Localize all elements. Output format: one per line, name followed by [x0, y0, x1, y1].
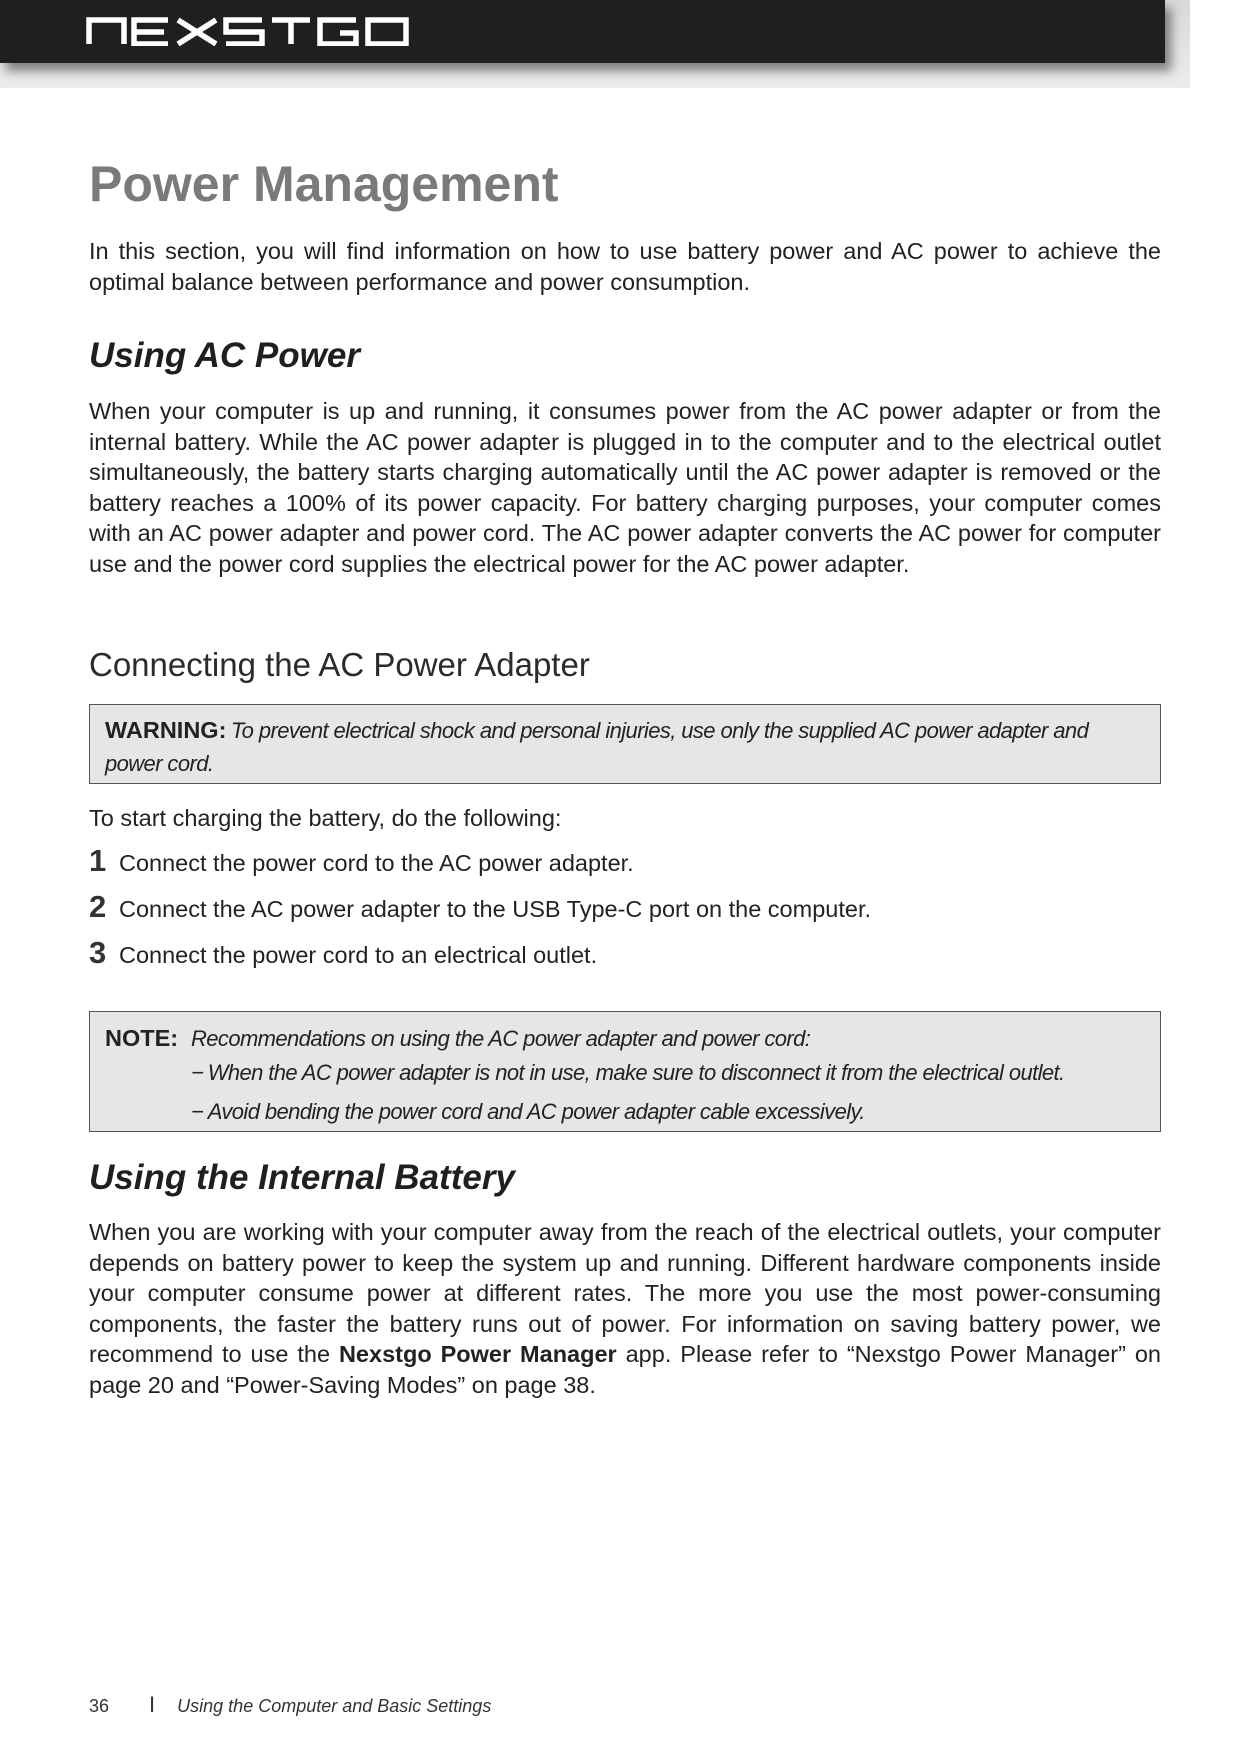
step-text: Connect the AC power adapter to the USB Type-C port on the computer. — [119, 896, 871, 922]
step-2 — [89, 889, 871, 925]
battery-text-part2: app. Please refer to “Nexstgo Power Manager” on page 20 and “Power-Saving Modes” on page 38. — [89, 1341, 1161, 1398]
page-footer — [89, 1692, 491, 1718]
step-1 — [89, 843, 634, 879]
step-number: 1 — [89, 843, 107, 878]
note-label: NOTE: — [105, 1025, 179, 1051]
step-text: Connect the power cord to an electrical outlet. — [119, 942, 598, 968]
step-number: 3 — [89, 935, 107, 970]
footer-chapter-title: Using the Computer and Basic Settings — [177, 1696, 492, 1716]
warning-label: WARNING: — [105, 717, 227, 743]
note-item — [191, 1055, 1145, 1094]
intro-paragraph: In this section, you will find information on how to use battery power and AC power to achieve the optimal balance between performance and power consumption. — [89, 238, 1161, 295]
footer-separator: I — [149, 1692, 156, 1717]
battery-text-part1: When you are working with your computer away from the reach of the electrical outlets, your computer depends on battery power to keep the system up and running. Different hardware components inside your computer consume power at different rates. The more you use the most power-consuming components, the faster the battery runs out of power. For information on saving battery power, we recommend to use the — [89, 1219, 1161, 1367]
subheading-connecting-adapter: Connecting the AC Power Adapter — [89, 646, 590, 683]
note-item — [191, 1094, 1145, 1133]
note-bullet: − — [191, 1099, 204, 1124]
charging-lead: To start charging the battery, do the following: — [89, 805, 562, 831]
note-title: Recommendations on using the AC power adapter and power cord: — [191, 1026, 811, 1051]
nexstgo-logo — [86, 16, 452, 46]
note-item-text: Avoid bending the power cord and AC power adapter cable excessively. — [207, 1099, 865, 1124]
battery-paragraph — [89, 1217, 1161, 1400]
section-heading-internal-battery: Using the Internal Battery — [89, 1158, 515, 1197]
power-manager-app-name: Nexstgo Power Manager — [338, 1341, 617, 1367]
page-number: 36 — [89, 1696, 110, 1716]
ac-power-paragraph: When your computer is up and running, it consumes power from the AC power adapter or from the internal battery. While the AC power adapter is plugged in to the computer and to the electrical outlet simultaneously, the battery starts charging automatically until the AC power adapter is removed or the battery reaches a 100% of its power capacity. For battery charging purposes, your computer comes with an AC power adapter and power cord. The AC power adapter converts the AC power for computer use and the power cord supplies the electrical power for the AC power adapter. — [89, 398, 1161, 577]
step-text: Connect the power cord to the AC power adapter. — [119, 850, 634, 876]
warning-box — [89, 704, 1161, 784]
step-3 — [89, 935, 597, 971]
note-bullet: − — [191, 1060, 204, 1085]
page-title: Power Management — [89, 156, 559, 212]
header-bar — [0, 0, 1165, 63]
warning-text: To prevent electrical shock and personal injuries, use only the supplied AC power adapter and power cord. — [105, 718, 1089, 776]
step-number: 2 — [89, 889, 107, 924]
note-box — [89, 1011, 1161, 1132]
note-item-text: When the AC power adapter is not in use, make sure to disconnect it from the electrical outlet. — [207, 1060, 1065, 1085]
section-heading-ac-power: Using AC Power — [89, 336, 360, 375]
